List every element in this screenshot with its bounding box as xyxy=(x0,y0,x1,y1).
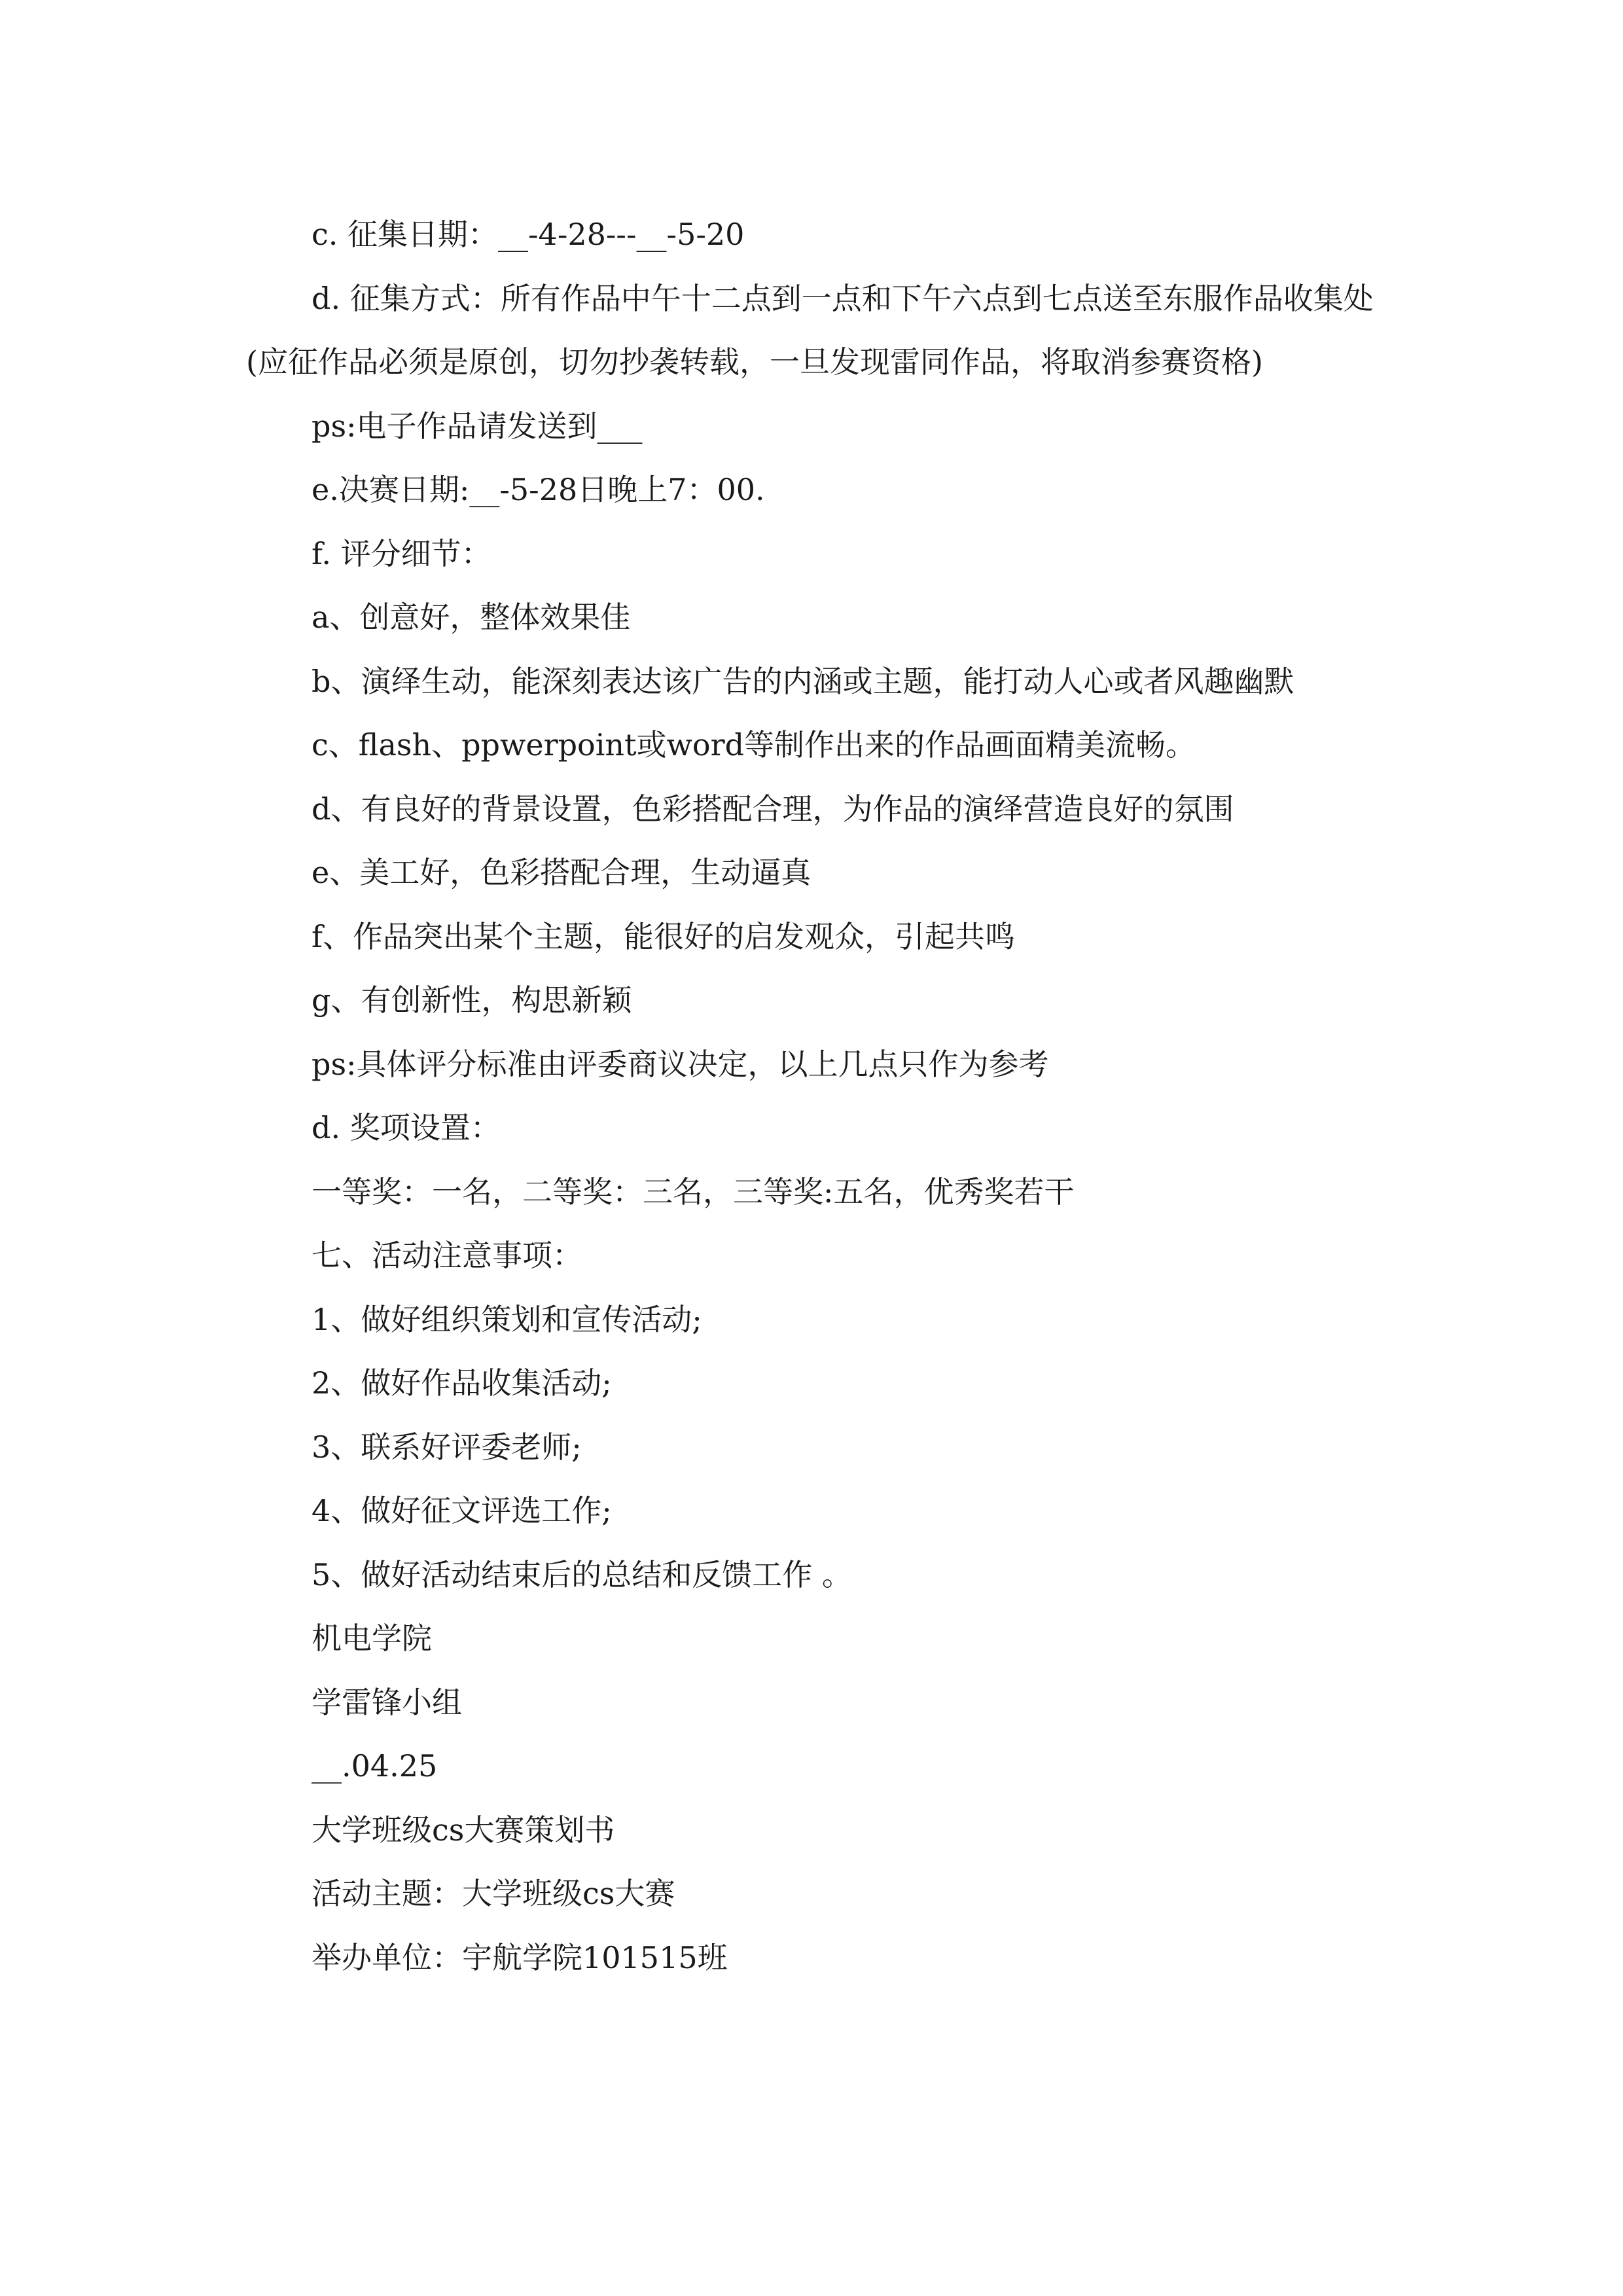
paragraph: f、作品突出某个主题，能很好的启发观众，引起共鸣 xyxy=(312,918,1016,954)
document-body xyxy=(246,203,1378,1990)
paragraph: f. 评分细节： xyxy=(312,535,491,571)
paragraph: d、有良好的背景设置，色彩搭配合理，为作品的演绎营造良好的氛围 xyxy=(312,791,1234,827)
paragraph: e、美工好，色彩搭配合理，生动逼真 xyxy=(312,855,812,890)
paragraph: ps:具体评分标准由评委商议决定，以上几点只作为参考 xyxy=(312,1046,1049,1082)
paragraph: 5、做好活动结束后的总结和反馈工作 。 xyxy=(312,1556,852,1592)
paragraph: c、flash、ppwerpoint或word等制作出来的作品画面精美流畅。 xyxy=(312,727,1196,762)
paragraph: 3、联系好评委老师; xyxy=(312,1429,582,1465)
paragraph: a、创意好，整体效果佳 xyxy=(312,600,631,635)
paragraph: b、演绎生动，能深刻表达该广告的内涵或主题，能打动人心或者风趣幽默 xyxy=(312,663,1294,699)
paragraph: 七、活动注意事项： xyxy=(312,1238,582,1273)
paragraph: 学雷锋小组 xyxy=(312,1684,462,1720)
paragraph: e.决赛日期:__-5-28日晚上7：00. xyxy=(312,472,765,507)
paragraph: 举办单位：宇航学院101515班 xyxy=(312,1939,728,1975)
paragraph: 机电学院 xyxy=(312,1621,432,1656)
paragraph: 一等奖：一名，二等奖：三名，三等奖:五名，优秀奖若干 xyxy=(312,1174,1075,1210)
paragraph: __.04.25 xyxy=(312,1748,438,1784)
paragraph: ps:电子作品请发送到___ xyxy=(312,408,643,444)
paragraph: 2、做好作品收集活动; xyxy=(312,1365,612,1401)
paragraph: 大学班级cs大赛策划书 xyxy=(312,1812,615,1848)
paragraph: d. 征集方式：所有作品中午十二点到一点和下午六点到七点送至东服作品收集处(应征作品必须是原创，切勿抄袭转载，一旦发现雷同作品，将取消参赛资格) xyxy=(246,280,1374,380)
paragraph: 活动主题：大学班级cs大赛 xyxy=(312,1876,675,1911)
paragraph: 4、做好征文评选工作; xyxy=(312,1493,612,1528)
paragraph: 1、做好组织策划和宣传活动; xyxy=(312,1301,702,1337)
paragraph: d. 奖项设置： xyxy=(312,1110,501,1145)
paragraph: g、有创新性，构思新颖 xyxy=(312,982,632,1018)
paragraph: c. 征集日期：__-4-28---__-5-20 xyxy=(312,217,745,252)
